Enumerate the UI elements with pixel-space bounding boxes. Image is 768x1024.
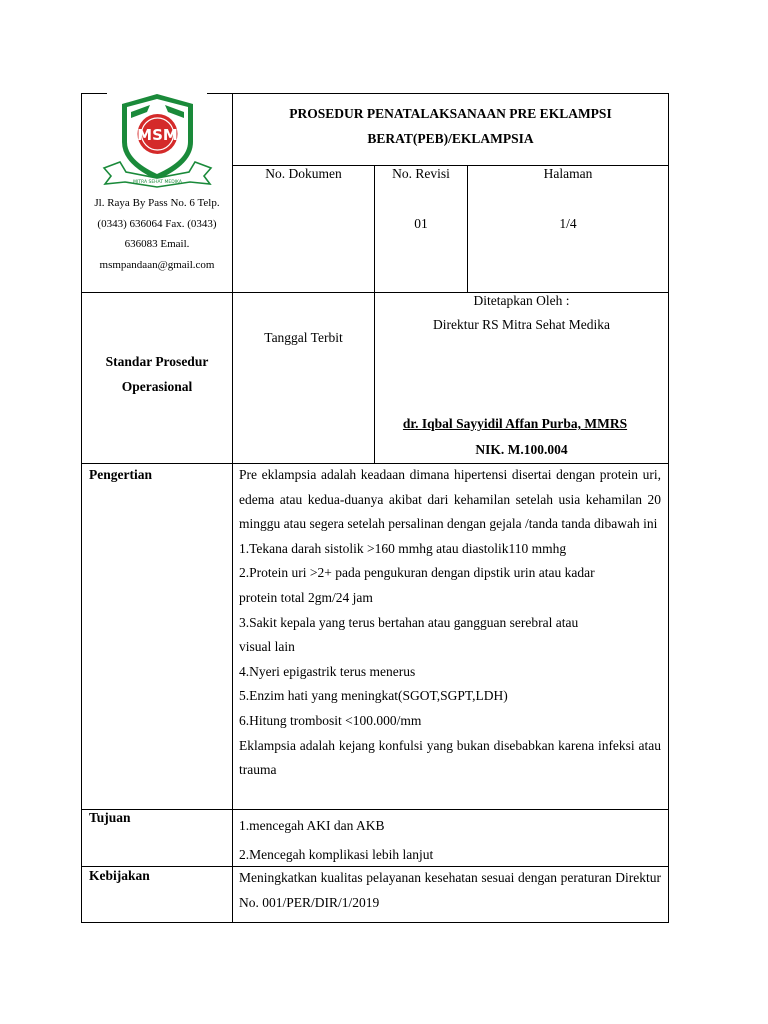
criteria-item: 1.Tekana darah sistolik >160 mmhg atau diastolik110 mmhg [239,540,567,556]
hospital-address [82,193,232,275]
address-line: 636083 Email. [124,238,190,250]
title-line-2: BERAT(PEB)/EKLAMPSIA [367,131,534,146]
criteria-item: protein total 2gm/24 jam [239,589,373,605]
revision-value: 01 [414,216,428,231]
criteria-item: visual lain [239,639,295,655]
section-label-tujuan: Tujuan [89,810,131,825]
hospital-logo [100,92,215,190]
set-by-label: Ditetapkan Oleh : [473,293,570,308]
document-title [233,101,668,151]
page-label: Halaman [543,166,593,181]
svg-text:MITRA SEHAT MEDIKA: MITRA SEHAT MEDIKA [133,180,182,185]
section-label-kebijakan: Kebijakan [89,868,150,883]
issue-date-label: Tanggal Terbit [264,330,343,345]
director-title: Direktur RS Mitra Sehat Medika [433,317,610,332]
criteria-item: 4.Nyeri epigastrik terus menerus [239,663,416,679]
definition-intro: Pre eklampsia adalah keadaan dimana hipertensi disertai dengan protein uri, edema atau kedua-duanya akibat dari kehamilan setelah usia kehamilan 20 minggu atau segera setelah persalinan dengan gejala /tanda tanda dibawah ini [239,467,661,532]
criteria-item: 3.Sakit kepala yang terus bertahan atau gangguan serebral atau [239,614,579,630]
address-line: (0343) 636064 Fax. (0343) [97,217,217,230]
sop-label [82,350,232,399]
page-value: 1/4 [559,216,577,231]
goal-item: 2.Mencegah komplikasi lebih lanjut [239,847,434,862]
title-line-1: PROSEDUR PENATALAKSANAAN PRE EKLAMPSI [289,106,612,121]
signatory-name: dr. Iqbal Sayyidil Affan Purba, MMRS [402,416,628,431]
section-body-tujuan [239,811,661,869]
revision-label: No. Revisi [392,166,450,181]
sop-label-line-2: Operasional [121,378,193,394]
section-label-pengertian: Pengertian [89,467,152,482]
sop-label-line-1: Standar Prosedur [105,354,209,369]
criteria-item: 5.Enzim hati yang meningkat(SGOT,SGPT,LDH) [239,688,508,704]
section-body-pengertian [239,463,661,783]
eclampsia-definition: Eklampsia adalah kejang konfulsi yang bukan disebabkan karena infeksi atau trauma [239,737,661,778]
address-line: msmpandaan@gmail.com [99,258,215,271]
address-line: Jl. Raya By Pass No. 6 Telp. [94,197,220,209]
signatory-nik: NIK. M.100.004 [475,442,568,457]
goal-item: 1.mencegah AKI dan AKB [239,818,385,833]
criteria-item: 2.Protein uri >2+ pada pengukuran dengan dipstik urin atau kadar [239,565,595,581]
section-body-kebijakan: Meningkatkan kualitas pelayanan kesehatan sesuai dengan peraturan Direktur No. 001/PER/DIR/1/2019 [239,870,661,910]
svg-text:MSM: MSM [137,126,178,144]
doc-number-label: No. Dokumen [265,166,342,181]
criteria-item: 6.Hitung trombosit <100.000/mm [239,712,422,728]
